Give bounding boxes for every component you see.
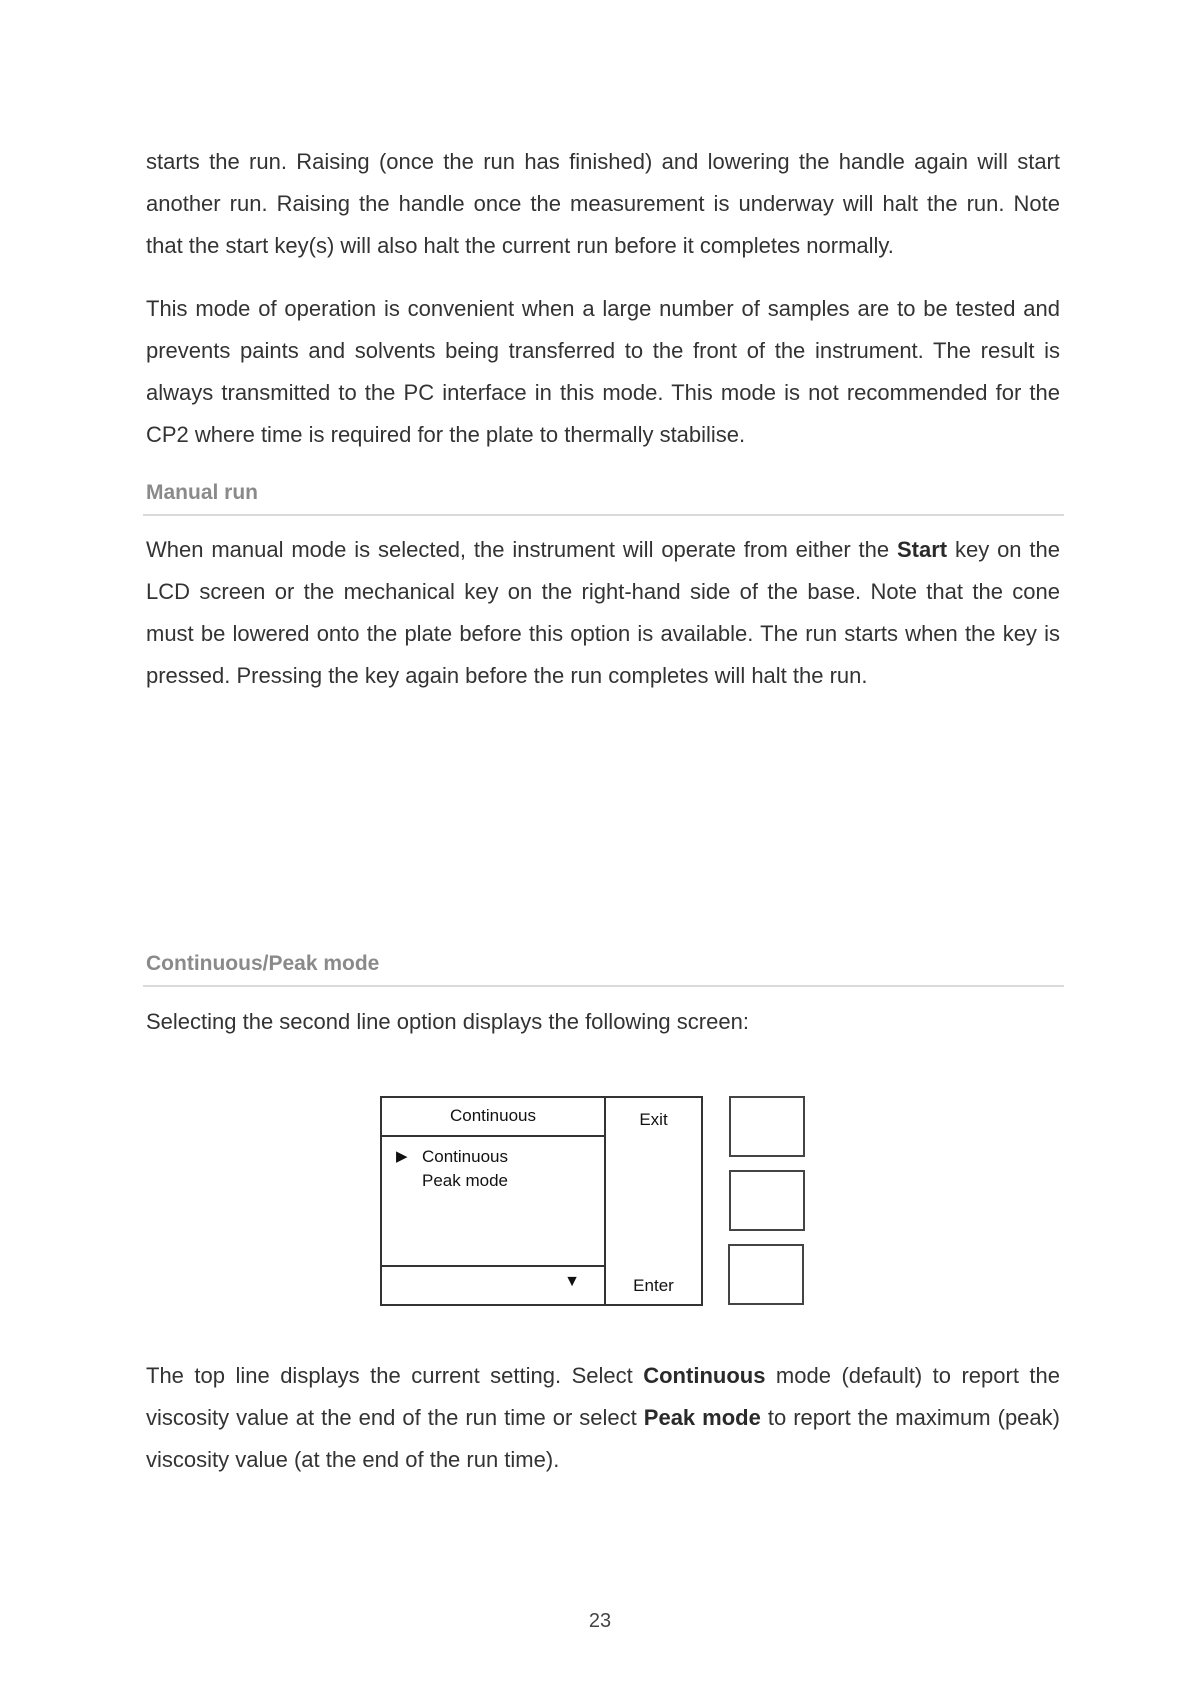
text: key on the LCD screen or the mechanical key on the right-hand side of the base. Note that the cone must be lowered onto the plate before this option is available. The run starts when the key is pressed. Pressing the key again before the run completes will halt the run. <box>146 537 1060 688</box>
text: to report the maximum (peak) viscosity value (at the end of the run time). <box>146 1405 1060 1472</box>
enter-soft-key[interactable]: Enter <box>633 1276 674 1295</box>
paragraph-manual-mode <box>146 529 1060 697</box>
paragraph-mode-convenience: This mode of operation is convenient when a large number of samples are to be tested and prevents paints and solvents being transferred to the front of the instrument. The result is always transmitted to the PC interface in this mode. This mode is not recommended for the CP2 where time is required for the plate to thermally stabilise. <box>146 296 1060 447</box>
section-divider <box>143 514 1064 516</box>
hardware-key-bottom[interactable] <box>728 1244 804 1305</box>
hardware-key-top[interactable] <box>729 1096 805 1157</box>
lcd-option-continuous[interactable]: Continuous <box>422 1147 509 1166</box>
lcd-footer <box>382 1265 604 1304</box>
paragraph-intro-screen: Selecting the second line option displays the following screen: <box>146 1009 749 1034</box>
bold-peak-mode: Peak mode <box>643 1405 761 1430</box>
lcd-list-panel <box>380 1096 606 1306</box>
text: When manual mode is selected, the instrument will operate from either the <box>146 537 897 562</box>
text: The top line displays the current setting. Select <box>146 1363 644 1388</box>
soft-key-panel <box>604 1096 703 1306</box>
heading-continuous-peak-mode: Continuous/Peak mode <box>146 952 380 975</box>
heading-manual-run: Manual run <box>146 481 259 504</box>
section-divider <box>143 985 1064 987</box>
page-number: 23 <box>588 1610 612 1632</box>
lcd-current-setting: Continuous <box>382 1098 604 1137</box>
scroll-down-icon[interactable]: ▼ <box>564 1273 580 1290</box>
bold-continuous: Continuous <box>643 1363 766 1388</box>
text: mode (default) to report the viscosity value at the end of the run time or select <box>146 1363 1061 1430</box>
paragraph-run-handle: starts the run. Raising (once the run has finished) and lowering the handle again will start another run. Raising the handle once the measurement is underway will halt the run. Note that the start key(s) will also halt the current run before it completes normally. <box>146 149 1060 258</box>
pointer-icon: ▶ <box>396 1148 408 1165</box>
exit-soft-key[interactable]: Exit <box>639 1110 668 1129</box>
lcd-option-peak-mode[interactable]: Peak mode <box>422 1171 508 1190</box>
hardware-key-middle[interactable] <box>729 1170 805 1231</box>
bold-start-key: Start <box>896 537 948 562</box>
paragraph-mode-description <box>146 1355 1060 1481</box>
